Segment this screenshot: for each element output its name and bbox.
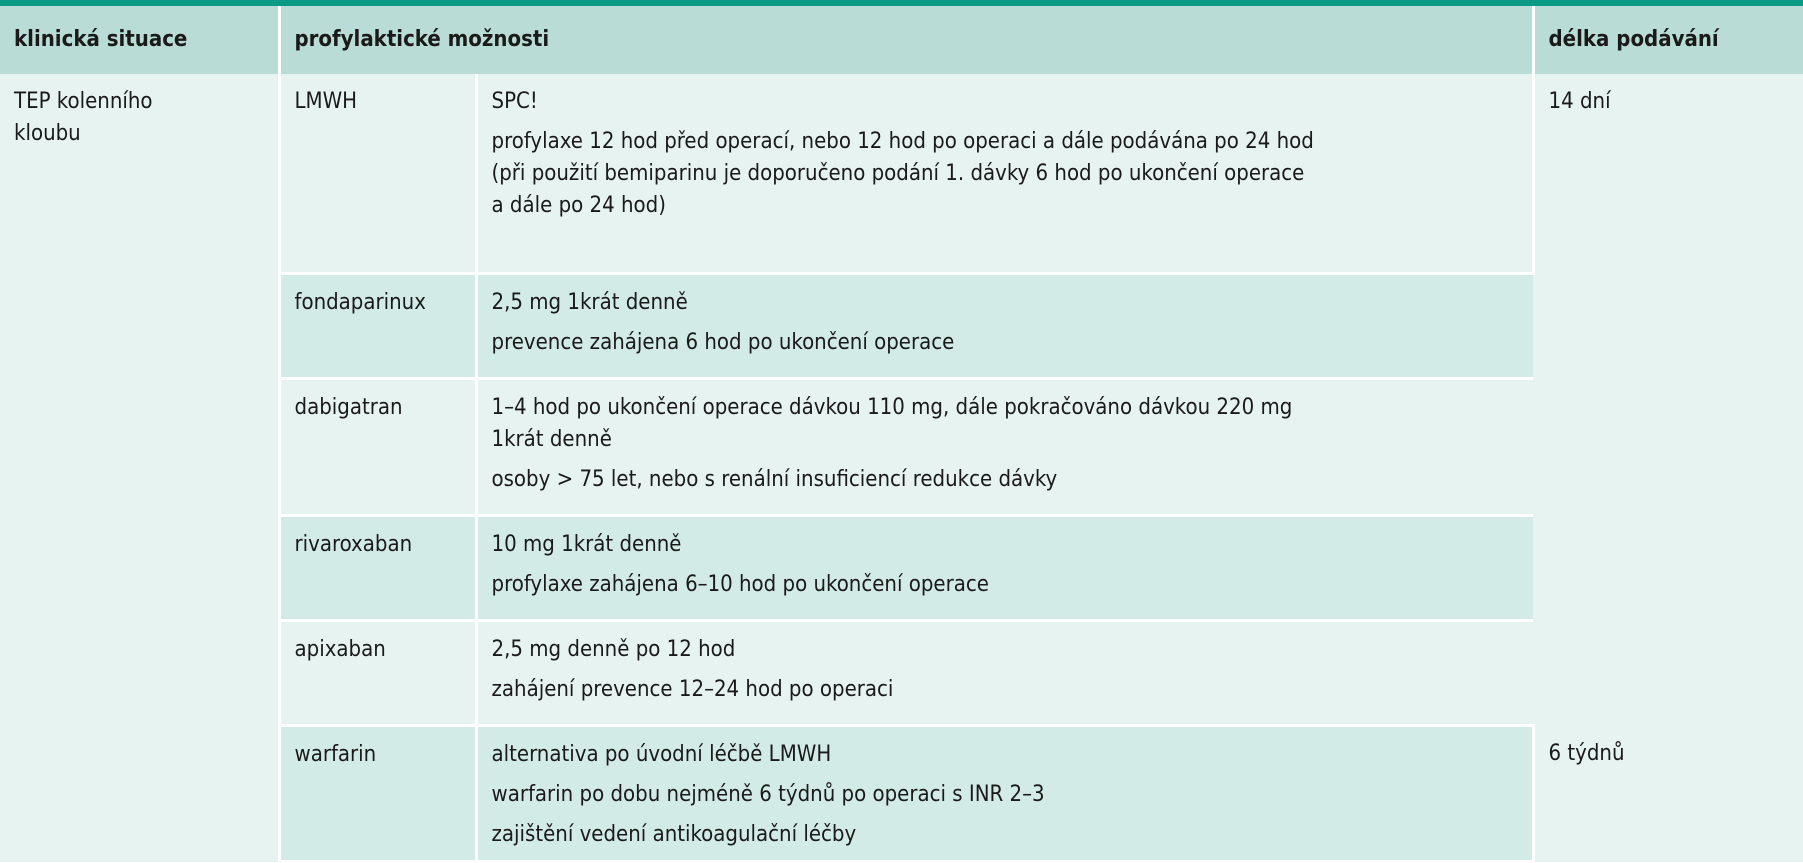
notes-cell (476, 726, 1533, 862)
note-line: profylaxe 12 hod před operací, nebo 12 hod po operaci a dále podávána po 24 hod (491, 129, 1314, 154)
prophylaxis-table (0, 6, 1803, 863)
notes-cell (476, 274, 1533, 379)
note-line: warfarin po dobu nejméně 6 týdnů po operaci s INR 2–3 (491, 782, 1045, 807)
header-duration: délka podávání (1533, 6, 1803, 74)
note-line: SPC! (491, 89, 538, 114)
note-line: a dále po 24 hod) (491, 193, 666, 218)
notes-cell (476, 379, 1533, 516)
agent-cell: dabigatran (279, 379, 476, 516)
notes-cell (476, 516, 1533, 621)
duration-cell-warfarin: 6 týdnů (1533, 726, 1803, 862)
note-line: prevence zahájena 6 hod po ukončení operace (491, 330, 955, 355)
situation-line: TEP kolenního (14, 89, 153, 114)
situation-line: kloubu (14, 121, 81, 146)
note-line: 2,5 mg denně po 12 hod (491, 637, 736, 662)
note-line: 1krát denně (491, 427, 612, 452)
note-line: alternativa po úvodní léčbě LMWH (491, 742, 832, 767)
agent-cell: warfarin (279, 726, 476, 862)
clinical-situation-cell (0, 74, 279, 862)
header-prophylactic-options: profylaktické možnosti (279, 6, 1533, 74)
agent-cell: LMWH (279, 74, 476, 274)
agent-cell: rivaroxaban (279, 516, 476, 621)
header-clinical-situation: klinická situace (0, 6, 279, 74)
duration-cell: 14 dní (1533, 74, 1803, 726)
agent-cell: fondaparinux (279, 274, 476, 379)
note-line: zahájení prevence 12–24 hod po operaci (491, 677, 894, 702)
note-line: 10 mg 1krát denně (491, 532, 682, 557)
note-line: profylaxe zahájena 6–10 hod po ukončení operace (491, 572, 989, 597)
notes-cell (476, 621, 1533, 726)
note-line: osoby > 75 let, nebo s renální insuficiencí redukce dávky (491, 467, 1058, 492)
table-row (0, 74, 1803, 274)
note-line: 2,5 mg 1krát denně (491, 290, 688, 315)
notes-cell (476, 74, 1533, 274)
agent-cell: apixaban (279, 621, 476, 726)
note-line: (při použití bemiparinu je doporučeno podání 1. dávky 6 hod po ukončení operace (491, 161, 1305, 186)
table-header-row (0, 6, 1803, 74)
note-line: 1–4 hod po ukončení operace dávkou 110 mg, dále pokračováno dávkou 220 mg (491, 395, 1293, 420)
note-line: zajištění vedení antikoagulační léčby (491, 822, 857, 847)
